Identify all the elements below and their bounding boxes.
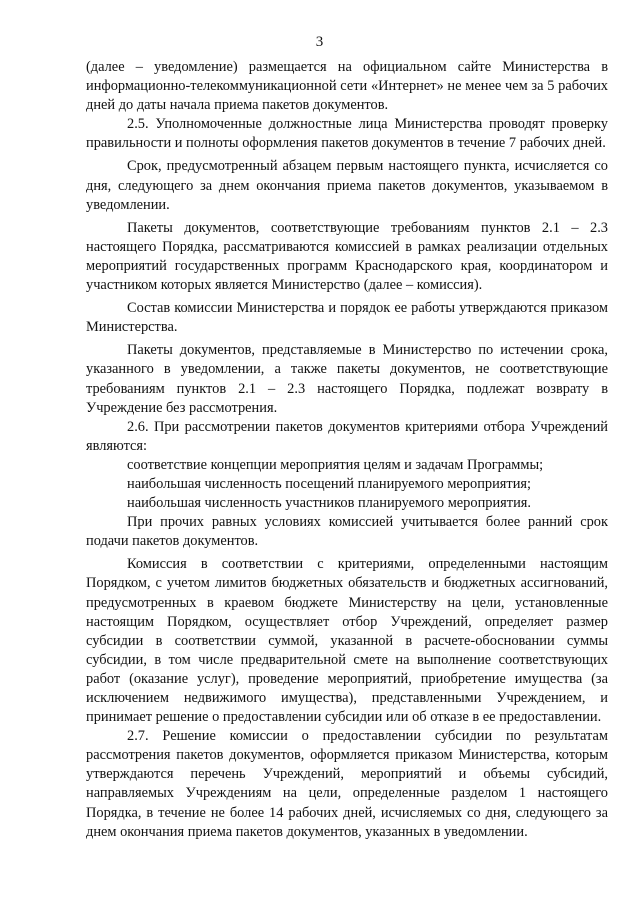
criterion-item: наибольшая численность посещений планируемого мероприятия; [127,475,532,492]
paragraph-commission-composition: Состав комиссии Министерства и порядок ее работы утверждаются приказом Министерства. [86,300,608,336]
paragraph-equal-conditions: При прочих равных условиях комиссией учитывается более ранний срок подачи пакетов документов. [86,514,608,550]
criterion-item: наибольшая численность участников планируемого мероприятия. [127,495,531,512]
paragraph-return-documents: Пакеты документов, представляемые в Министерство по истечении срока, указанного в уведомлении, а также пакеты документов, не соответствующие требованиям пунктов 2.1 – 2.3 настоящего Порядка, подлежат возврату в Учреждение без рассмотрения. [86,342,608,416]
paragraph-clause-2-7: 2.7. Решение комиссии о предоставлении субсидии по результатам рассмотрения пакетов документов, оформляется приказом Министерства, которым утверждаются перечень Учреждений, мероприятий и объемы субсидий, направляемых Учреждениям на цели, определенные разделом 1 настоящего Порядка, в течение не более 14 рабочих дней, исчисляемых со дня, следующего за днем окончания приема пакетов документов, указанных в уведомлении. [86,728,608,840]
paragraph-commission-selection: Комиссия в соответствии с критериями, определенными настоящим Порядком, с учетом лимитов бюджетных обязательств и бюджетных ассигнований, предусмотренных в краевом бюджете Министерству на цели, установленные настоящим Порядком, осуществляет отбор Учреждений, определяет размер субсидии в соответствии суммой, указанной в расчете-обосновании суммы субсидии, в том числе предварительной смете на выполнение соответствующих работ (оказание услуг), проведение мероприятий, приобретение имущества (за исключением недвижимого имущества), представленными Учреждением, и принимает решение о предоставлении субсидии или об отказе в ее предоставлении. [86,556,608,726]
paragraph-clause-2-6: 2.6. При рассмотрении пакетов документов критериями отбора Учреждений являются: [86,418,608,454]
paragraph-commission: Пакеты документов, соответствующие требованиям пунктов 2.1 – 2.3 настоящего Порядка, рассматриваются комиссией в рамках реализации отдельных мероприятий государственных программ Краснодарского края, координатором и участником которых является Министерство (далее – комиссия). [86,219,608,294]
page-number: 3 [315,34,324,50]
document-body [86,58,608,842]
paragraph-notice-continuation: (далее – уведомление) размещается на официальном сайте Министерства в информационно-телекоммуникационной сети «Интернет» не менее чем за 5 рабочих дней до даты начала приема пакетов документов. [86,59,608,114]
paragraph-deadline: Срок, предусмотренный абзацем первым настоящего пункта, исчисляется со дня, следующего за днем окончания приема пакетов документов, указываемом в уведомлении. [86,158,608,213]
paragraph-clause-2-5: 2.5. Уполномоченные должностные лица Министерства проводят проверку правильности и полноты оформления пакетов документов в течение 7 рабочих дней. [86,116,608,152]
criterion-item: соответствие концепции мероприятия целям и задачам Программы; [127,456,544,473]
